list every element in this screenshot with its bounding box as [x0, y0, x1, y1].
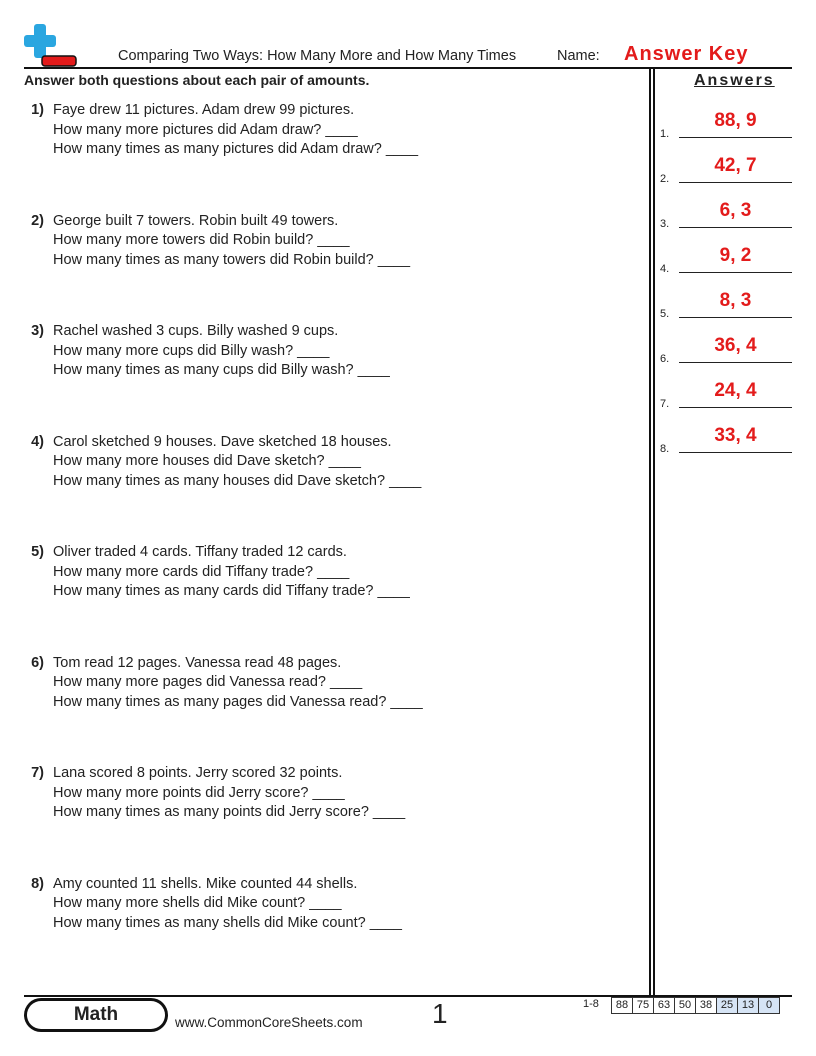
answer-row	[660, 335, 792, 365]
plus-minus-logo-icon	[24, 24, 78, 68]
answer-value: 9, 2	[719, 245, 752, 266]
problem-question: How many times as many cups did Billy wash? ____	[53, 362, 390, 378]
problem-question: How many more cups did Billy wash? ____	[53, 342, 330, 359]
instructions: Answer both questions about each pair of amounts.	[24, 72, 370, 88]
problem-text	[53, 101, 418, 160]
answer-row	[660, 290, 792, 320]
problem-number: 1)	[31, 102, 44, 118]
answer-value: 36, 4	[714, 335, 757, 356]
problem-question: How many times as many towers did Robin build? ____	[53, 251, 411, 268]
problem-number: 6)	[31, 654, 44, 671]
answer-number: 7.	[660, 398, 670, 410]
problem-text	[53, 433, 421, 492]
answer-row	[660, 245, 792, 275]
problem-text	[53, 764, 405, 823]
problem-text	[53, 654, 423, 713]
score-table	[611, 997, 780, 1014]
answer-row	[660, 425, 792, 455]
problem-question: How many more towers did Robin build? ____	[53, 232, 350, 248]
answers-heading: Answers	[694, 72, 775, 89]
name-label: Name:	[557, 48, 600, 64]
answer-blank-line	[679, 407, 792, 408]
answer-blank-line	[679, 317, 792, 318]
answer-blank-line	[679, 137, 792, 138]
problem-question: How many times as many pages did Vanessa read? ____	[53, 693, 423, 710]
problem-statement: Carol sketched 9 houses. Dave sketched 18 houses.	[53, 433, 392, 450]
score-cell: 13	[738, 997, 759, 1014]
answer-blank-line	[679, 452, 792, 453]
problem-statement: Tom read 12 pages. Vanessa read 48 pages.	[53, 654, 342, 671]
problem-number: 8)	[31, 875, 44, 892]
problem-text	[53, 875, 402, 934]
header-divider	[24, 67, 792, 69]
problem-text	[53, 212, 410, 271]
problem-statement: Lana scored 8 points. Jerry scored 32 points.	[53, 765, 343, 781]
answer-row	[660, 200, 792, 230]
answer-number: 2.	[660, 173, 670, 185]
problem-number: 5)	[31, 544, 44, 560]
problem-number: 3)	[31, 323, 44, 339]
subject-badge	[24, 998, 168, 1032]
score-cell: 38	[696, 997, 717, 1014]
website-link[interactable]: www.CommonCoreSheets.com	[175, 1015, 363, 1030]
answer-blank-line	[679, 272, 792, 273]
answer-key-label: Answer Key	[624, 43, 749, 65]
answer-value: 6, 3	[719, 200, 752, 221]
problem-question: How many times as many houses did Dave sketch? ____	[53, 472, 422, 489]
score-range-label: 1-8	[583, 998, 599, 1010]
answer-value: 24, 4	[714, 380, 757, 401]
answer-number: 3.	[660, 218, 670, 230]
problem-statement: Rachel washed 3 cups. Billy washed 9 cups.	[53, 323, 339, 339]
answer-value: 88, 9	[714, 110, 757, 131]
score-cell: 75	[633, 997, 654, 1014]
page-number: 1	[432, 998, 448, 1029]
score-cell: 88	[611, 997, 633, 1014]
answer-row	[660, 380, 792, 410]
score-cell: 63	[654, 997, 675, 1014]
problem-statement: George built 7 towers. Robin built 49 towers.	[53, 212, 339, 229]
answer-blank-line	[679, 227, 792, 228]
answer-blank-line	[679, 362, 792, 363]
problem-question: How many more shells did Mike count? ____	[53, 895, 342, 911]
problem-number: 4)	[31, 433, 44, 450]
answer-number: 8.	[660, 443, 670, 455]
answer-row	[660, 155, 792, 185]
answer-value: 8, 3	[719, 290, 752, 311]
worksheet-title: Comparing Two Ways: How Many More and How Many Times	[118, 48, 517, 64]
answer-number: 1.	[660, 128, 670, 140]
problem-text	[53, 322, 390, 381]
problem-question: How many times as many cards did Tiffany trade? ____	[53, 583, 410, 599]
problem-question: How many times as many shells did Mike count? ____	[53, 914, 402, 931]
score-cell: 25	[717, 997, 738, 1014]
problem-text	[53, 543, 410, 602]
answer-row	[660, 110, 792, 140]
problem-question: How many times as many points did Jerry score? ____	[53, 804, 406, 820]
problem-question: How many more points did Jerry score? ____	[53, 784, 345, 801]
problem-statement: Oliver traded 4 cards. Tiffany traded 12 cards.	[53, 544, 347, 560]
column-divider-right	[653, 68, 655, 995]
problem-question: How many more cards did Tiffany trade? ____	[53, 563, 350, 580]
problem-question: How many more pages did Vanessa read? ____	[53, 674, 363, 690]
problem-question: How many more pictures did Adam draw? ____	[53, 121, 358, 138]
answer-value: 33, 4	[714, 425, 757, 446]
problem-question: How many times as many pictures did Adam draw? ____	[53, 141, 419, 157]
subject-label: Math	[27, 1001, 165, 1029]
score-cell: 50	[675, 997, 696, 1014]
answer-number: 5.	[660, 308, 670, 320]
problem-statement: Amy counted 11 shells. Mike counted 44 shells.	[53, 875, 358, 892]
score-cell: 0	[759, 997, 780, 1014]
answer-blank-line	[679, 182, 792, 183]
answer-number: 4.	[660, 263, 670, 275]
column-divider-left	[649, 68, 651, 995]
problem-question: How many more houses did Dave sketch? ____	[53, 453, 361, 469]
problem-number: 7)	[31, 765, 44, 781]
problem-number: 2)	[31, 212, 44, 229]
answer-value: 42, 7	[714, 155, 757, 176]
answer-number: 6.	[660, 353, 670, 365]
problem-statement: Faye drew 11 pictures. Adam drew 99 pictures.	[53, 102, 355, 118]
